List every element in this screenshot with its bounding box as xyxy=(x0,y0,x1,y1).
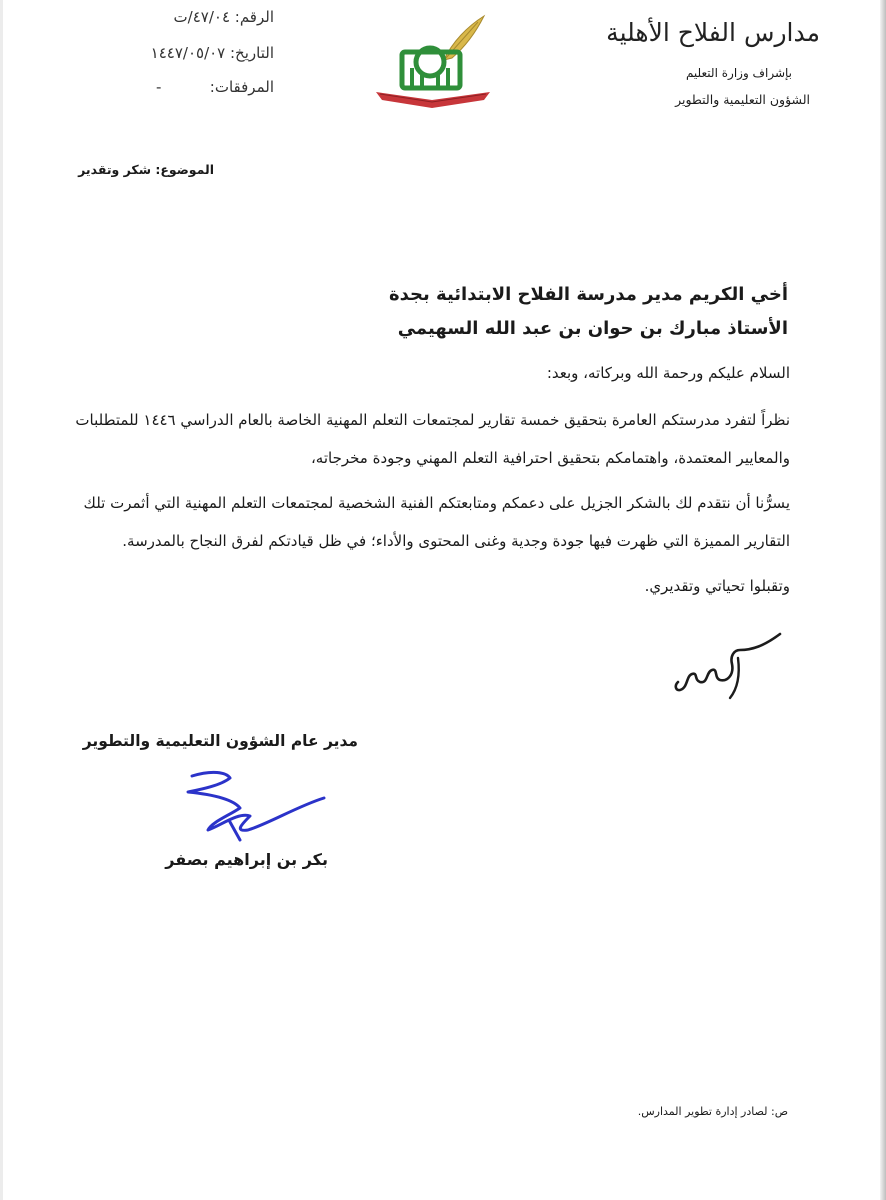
paragraph-1-line-1: نظراً لتفرد مدرستكم العامرة بتحقيق خمسة تقارير لمجتمعات التعلم المهنية الخاصة بالعام الدراسي ١٤٤٦ للمتطلبات xyxy=(75,411,790,429)
school-name: مدارس الفلاح الأهلية xyxy=(606,18,820,47)
greeting-line: السلام عليكم ورحمة الله وبركاته، وبعد: xyxy=(546,364,790,382)
paragraph-2-line-1: يسرُّنا أن نتقدم لك بالشكر الجزيل على دعمكم ومتابعتكم الفنية الشخصية لمجتمعات التعلم المهنية التي أثمرت تلك xyxy=(83,494,790,512)
paragraph-2-line-2: التقارير المميزة التي ظهرت فيها جودة وجدية وغنى المحتوى والأداء؛ في ظل قيادتكم لفرق النجاح بالمدرسة. xyxy=(122,532,790,550)
signature-right-graphic xyxy=(668,628,788,708)
school-logo xyxy=(372,12,496,114)
paragraph-1-line-2: والمعايير المعتمدة، واهتمامكم بتحقيق احترافية التعلم المهني وجودة مخرجاته، xyxy=(310,449,790,467)
reference-number: الرقم: ٤٧/٠٤/ت xyxy=(173,8,274,26)
subject-line: الموضوع: شكر وتقدير xyxy=(78,162,214,177)
handwritten-signature-right xyxy=(668,628,788,712)
signatory-title: مدير عام الشؤون التعليمية والتطوير xyxy=(82,732,358,750)
department-line: الشؤون التعليمية والتطوير xyxy=(675,92,810,107)
signature-blue-graphic xyxy=(178,768,328,848)
recipient-name: الأستاذ مبارك بن حوان بن عبد الله السهيمي xyxy=(397,318,788,339)
closing-line: وتقبلوا تحياتي وتقديري. xyxy=(644,577,790,595)
page-left-edge xyxy=(0,0,3,1200)
attachments-value: - xyxy=(156,78,162,96)
handwritten-signature-blue xyxy=(178,768,328,852)
attachments-label: المرفقات: xyxy=(209,78,274,96)
school-logo-graphic xyxy=(372,12,496,110)
letter-date: التاريخ: ١٤٤٧/٠٥/٠٧ xyxy=(150,44,274,62)
supervision-line: بإشراف وزارة التعليم xyxy=(685,66,792,80)
recipient-title: أخي الكريم مدير مدرسة الفلاح الابتدائية بجدة xyxy=(389,284,788,305)
cc-line: ص: لصادر إدارة تطوير المدارس. xyxy=(637,1105,788,1118)
signatory-name: بكر بن إبراهيم بصفر xyxy=(165,850,328,869)
page-right-edge xyxy=(880,0,886,1200)
